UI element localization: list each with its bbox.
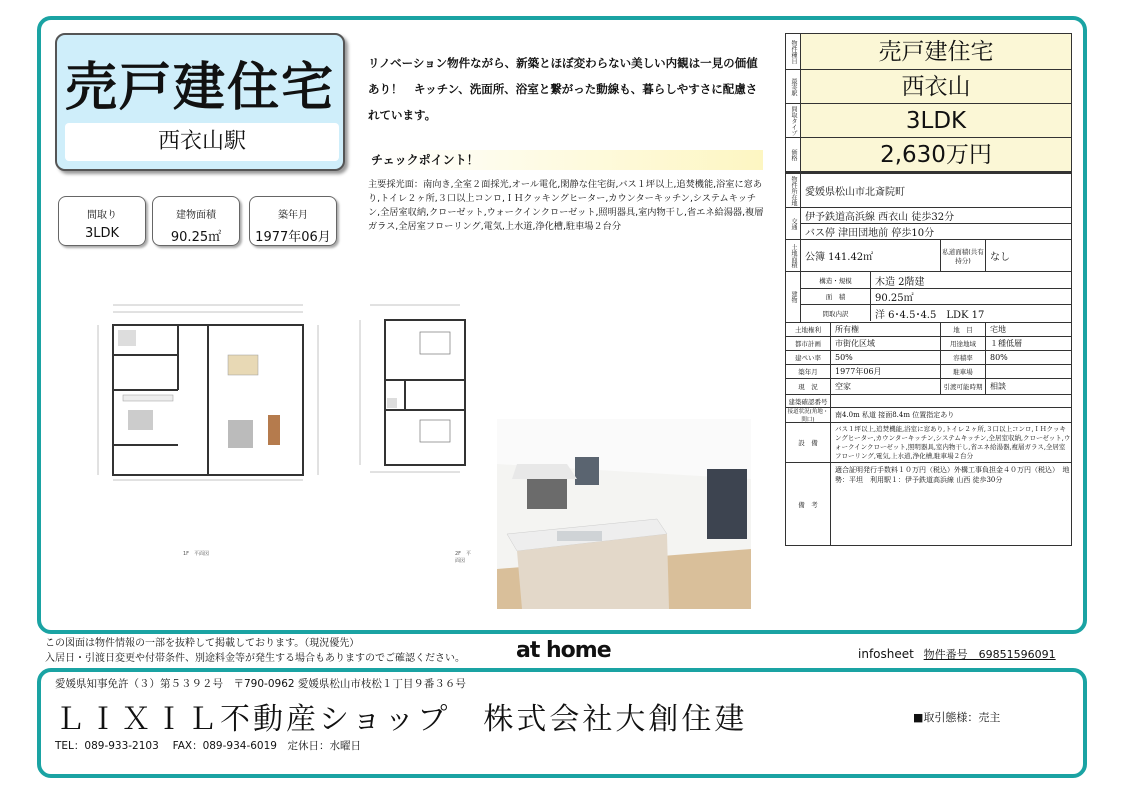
sheet-parking <box>986 365 1071 378</box>
spec-layout <box>58 196 146 246</box>
property-number: 物件番号 69851596091 <box>923 648 1056 661</box>
sheet-area: 90.25㎡ <box>875 293 914 304</box>
sheet-zone: １種低層 <box>990 339 1022 348</box>
sheet-rooms: 洋 6･4.5･4.5 LDK 17 <box>875 309 985 321</box>
spec-value: 90.25㎡ <box>170 230 222 245</box>
lead-text: リノベーション物件ながら、新築とほぼ変わらない美しい内観は一見の価値あり！ キッチン、洗面所、浴室と繋がった動線も、暮らしやすさに配慮されています。 <box>368 56 758 122</box>
sheet-landcat: 宅地 <box>990 325 1006 334</box>
sheet-station: 西衣山 <box>801 70 1071 103</box>
sheet-label: 築年月 <box>786 365 831 378</box>
sheet-label: 用途地域 <box>941 337 986 350</box>
sheet-label: 土地権利 <box>786 323 831 336</box>
sheet-label: 引渡可能時期 <box>941 379 986 394</box>
sheet-road: 南4.0m 私道 接面8.4m 位置指定あり <box>835 411 955 419</box>
sheet-facility: バス１坪以上,追焚機能,浴室に窓あり,トイレ２ヶ所,３口以上コンロ,ＩＨクッキングヒーター,カウンターキッチン,システムキッチン,全居室収納,クローゼット,ウォークインクローゼット,照明器具,室内物干し,省エネ給湯器,複層ガラス,全居室フローリング,電気,上水道,浄化槽,駐車場２台分 <box>835 425 1071 460</box>
spec-value: 3LDK <box>84 226 120 241</box>
sheet-rights: 所有権 <box>831 323 941 336</box>
station-name: 西衣山駅 <box>65 123 339 161</box>
company-name: ＬＩＸＩＬ不動産ショップ 株式会社大創住建 <box>55 702 748 737</box>
sheet-price: 2,630万円 <box>801 138 1071 171</box>
sheet-status: 空家 <box>831 379 941 394</box>
sheet-label: 物件所在地 <box>786 174 801 207</box>
checkpoint-text: 主要採光面：南向き,全室２面採光,オール電化,閑静な住宅街,バス１坪以上,追焚機能,浴室に窓あり,トイレ２ヶ所,３口以上コンロ,ＩＨクッキングヒーター,カウンターキッチン,システムキッチン,全居室収納,クローゼット,ウォークインクローゼット,照明器具,室内物干し,省エネ給湯器,複層ガラス,全居室フローリング,電気,上水道,浄化槽,駐車場２台分 <box>368 179 764 232</box>
spec-label: 建物面積 <box>176 210 216 221</box>
sheet-label: 価格 <box>786 138 801 171</box>
sheet-built: 1977年06月 <box>831 365 941 378</box>
sheet-label: 最寄駅 <box>786 70 801 103</box>
page-title: 売戸建住宅 <box>64 58 335 118</box>
checkpoint-heading: チェックポイント！ <box>368 150 763 170</box>
sheet-structure: 木造 2階建 <box>875 276 925 288</box>
sheet-label: 都市計画 <box>786 337 831 350</box>
disclaimer-line-1: この図面は物件情報の一部を抜粋して掲載しております。（現況優先） <box>45 638 360 649</box>
sheet-label: 面 積 <box>801 289 871 304</box>
sheet-land: 公簿 141.42㎡ <box>801 240 941 271</box>
sheet-label: 現 況 <box>786 379 831 394</box>
sheet-label: 私道面積(共有持分) <box>941 240 986 271</box>
license-address: 愛媛県知事免許（３）第５３９２号 〒790-0962 愛媛県松山市枝松１丁目９番３６号 <box>55 678 466 690</box>
sheet-label: 間取内訳 <box>801 305 871 321</box>
floorplan-2f-label: 2F 平面図 <box>455 551 472 564</box>
sheet-private-road: なし <box>990 252 1010 263</box>
interior-photo <box>497 419 751 609</box>
sheet-label: 交通 <box>786 208 801 239</box>
sheet-label: 駐車場 <box>941 365 986 378</box>
sheet-label: 建ぺい率 <box>786 351 831 364</box>
floorplan-1f-drawing <box>88 300 333 490</box>
transaction-type: ■取引態様：売主 <box>913 711 1001 724</box>
sheet-label: 間取タイプ <box>786 104 801 137</box>
sheet-type: 売戸建住宅 <box>801 34 1071 69</box>
spec-label: 間取り <box>87 210 117 221</box>
floorplan-1f <box>88 300 333 557</box>
sheet-access-2: バス停 津田団地前 停歩10分 <box>805 228 935 239</box>
sheet-layout: 3LDK <box>801 104 1071 137</box>
title-box <box>55 33 345 171</box>
sheet-label: 建物 <box>786 272 801 322</box>
disclaimer-line-2: 入居日・引渡日変更や付帯条件、別途料金等が発生する場合もありますのでご確認ください。 <box>45 653 465 664</box>
sheet-label: 地 目 <box>941 323 986 336</box>
sheet-confirm <box>831 395 1071 407</box>
sheet-address: 愛媛県松山市北斎院町 <box>805 187 905 198</box>
disclaimer <box>45 636 465 666</box>
spec-built <box>249 196 337 246</box>
sheet-label: 物件種目 <box>786 34 801 69</box>
athome-logo: at home <box>516 638 611 663</box>
sheet-remarks: 適合証明発行手数料１０万円（税込）外構工事負担金４０万円（税込） 地勢：平坦 利用駅１：伊予鉄道高浜線 山西 徒歩30分 <box>835 466 1070 484</box>
sheet-handover: 相談 <box>990 382 1006 391</box>
sheet-label: 構造・規模 <box>801 272 871 288</box>
kitchen-photo-drawing <box>497 419 751 609</box>
spec-value: 1977年06月 <box>255 230 331 245</box>
floorplan-2f <box>355 300 475 564</box>
property-sheet <box>785 33 1072 546</box>
sheet-label: 建築確認番号 <box>786 395 831 407</box>
sheet-label: 接道状況(角地・間口) <box>786 408 831 422</box>
spec-area <box>152 196 240 246</box>
sheet-city: 市街化区域 <box>831 337 941 350</box>
sheet-label: 土地面積 <box>786 240 801 271</box>
spec-label: 築年月 <box>278 210 308 221</box>
contact-info: TEL：089-933-2103 FAX：089-934-6019 定休日：水曜日 <box>55 740 361 752</box>
floorplan-2f-drawing <box>355 300 475 480</box>
infosheet-label: infosheet <box>858 647 914 661</box>
sheet-bcr: 50% <box>831 351 941 364</box>
infosheet <box>858 646 1056 662</box>
sheet-far: 80% <box>990 353 1008 362</box>
sheet-label: 容積率 <box>941 351 986 364</box>
sheet-access-1: 伊予鉄道高浜線 西衣山 徒歩32分 <box>801 208 1071 224</box>
sheet-label: 設 備 <box>786 423 831 462</box>
floorplan-1f-label: 1F 平面図 <box>183 551 210 557</box>
sheet-label: 備 考 <box>786 463 831 545</box>
